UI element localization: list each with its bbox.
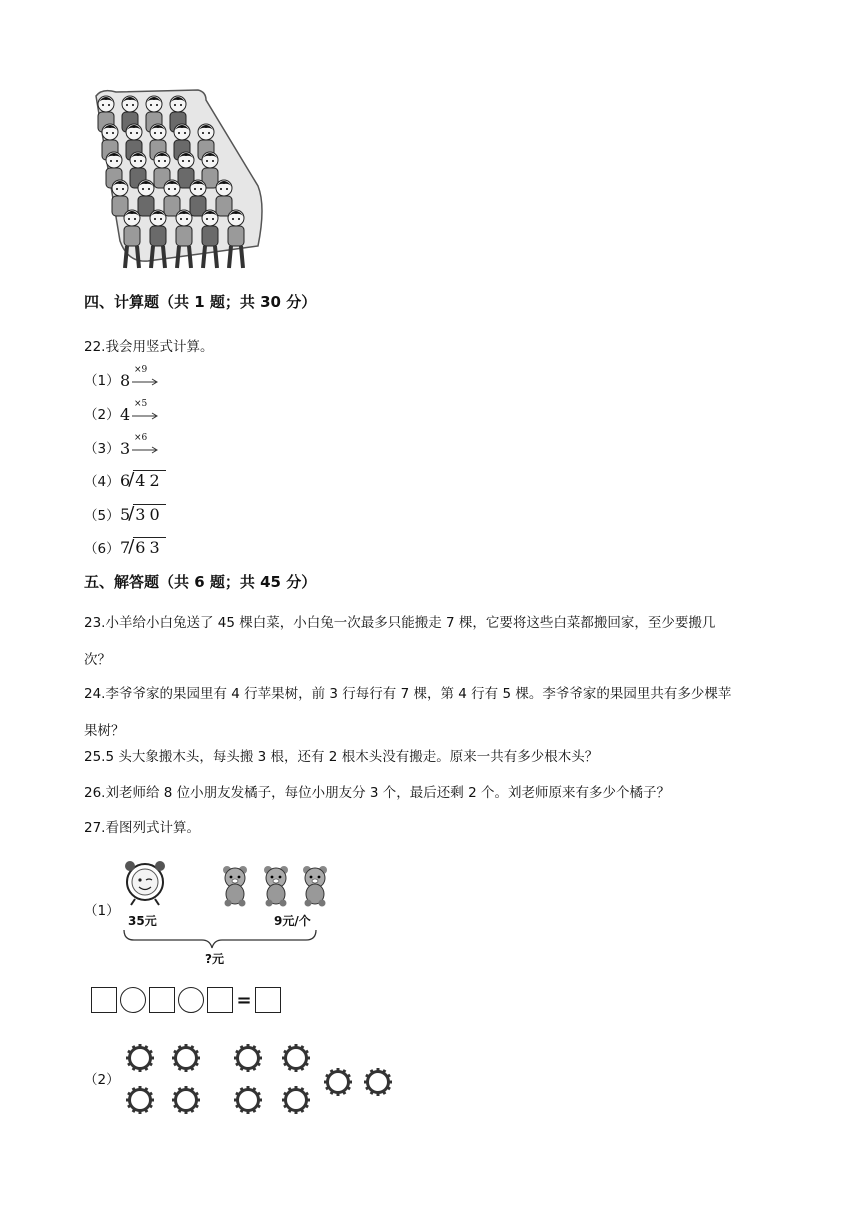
item-number: （6） — [84, 540, 120, 557]
gear-rings-illustration — [120, 1040, 400, 1120]
right-arrow-icon — [132, 446, 160, 454]
children-illustration — [88, 86, 268, 278]
question-line: 果树？ — [84, 723, 125, 739]
gear-ring-icon — [324, 1068, 352, 1096]
gear-ring-icon — [172, 1044, 200, 1072]
gear-ring-icon — [126, 1044, 154, 1072]
teddy-bear-icon — [264, 866, 288, 907]
question-24 — [84, 684, 784, 741]
question-22: 22.我会用竖式计算。 — [84, 339, 214, 355]
q27-part1-picture — [110, 858, 350, 970]
q27-part2-number: （2） — [84, 1072, 120, 1088]
gear-ring-icon — [364, 1068, 392, 1096]
base-number: 8 — [120, 371, 131, 390]
q27-part2-picture — [120, 1040, 400, 1120]
base-number: 4 — [120, 405, 131, 424]
section-heading-word-problems: 五、解答题（共 6 题；共 45 分） — [84, 573, 317, 591]
child-figure — [164, 180, 180, 216]
item-number: （2） — [84, 407, 120, 423]
operator-circle[interactable] — [178, 987, 204, 1013]
gear-ring-icon — [234, 1086, 262, 1114]
q27-part1-number: （1） — [84, 903, 120, 919]
question-line: 23.小羊给小白兔送了 45 棵白菜，小白兔一次最多只能搬走 7 棵，它要将这些白菜都搬回家，至少要搬几 — [84, 615, 716, 631]
child-figure — [124, 210, 140, 246]
right-arrow-icon — [132, 412, 160, 420]
question-25: 25.5 头大象搬木头，每头搬 3 根，还有 2 根木头没有搬走。原来一共有多少根木头？ — [84, 749, 599, 765]
division-bracket-icon: / — [128, 503, 135, 524]
teddy-bear-icon — [223, 866, 247, 907]
divisor: 5 — [120, 505, 131, 524]
child-figure — [138, 180, 154, 216]
item-number: （3） — [84, 441, 120, 457]
child-figure — [150, 210, 166, 246]
dividend: 42 — [135, 471, 164, 490]
q22-item-1 — [84, 365, 160, 390]
long-division — [120, 469, 166, 490]
question-23 — [84, 613, 784, 670]
division-bracket-icon: / — [128, 469, 135, 490]
equation-blank-row — [91, 987, 281, 1013]
item-number: （1） — [84, 373, 120, 389]
item-number: （5） — [84, 507, 120, 524]
gear-ring-icon — [126, 1086, 154, 1114]
brace-icon — [124, 930, 316, 948]
child-figure — [176, 210, 192, 246]
question-27: 27.看图列式计算。 — [84, 820, 200, 836]
gear-ring-icon — [234, 1044, 262, 1072]
operator-label: ×5 — [134, 399, 148, 409]
multiplication-arrow — [120, 433, 160, 458]
bear-price-label: 9元/个 — [274, 914, 311, 928]
divisor: 6 — [120, 471, 131, 490]
answer-box[interactable] — [207, 987, 233, 1013]
multiplication-arrow — [120, 365, 160, 390]
q22-item-4 — [84, 469, 166, 490]
equals-sign: = — [236, 989, 252, 1011]
operator-label: ×9 — [134, 365, 148, 375]
section-heading-calculation: 四、计算题（共 1 题；共 30 分） — [84, 293, 317, 311]
question-line: 24.李爷爷家的果园里有 4 行苹果树，前 3 行每行有 7 棵，第 4 行有 5 棵。李爷爷家的果园里共有多少棵苹 — [84, 686, 732, 702]
total-price-label: ?元 — [205, 952, 224, 966]
clock-price-label: 35元 — [128, 914, 157, 928]
gear-ring-icon — [282, 1086, 310, 1114]
dividend: 63 — [135, 538, 164, 557]
child-figure — [202, 210, 218, 246]
q22-item-5 — [84, 503, 166, 524]
child-figure — [112, 180, 128, 216]
question-26: 26.刘老师给 8 位小朋友发橘子，每位小朋友分 3 个，最后还剩 2 个。刘老师原来有多少个橘子？ — [84, 785, 670, 801]
gear-ring-icon — [172, 1086, 200, 1114]
dividend: 30 — [135, 505, 164, 524]
child-figure — [216, 180, 232, 216]
multiplication-arrow — [120, 399, 160, 424]
long-division — [120, 503, 166, 524]
child-figure — [190, 180, 206, 216]
child-figure — [228, 210, 244, 246]
teddy-bear-icon — [303, 866, 327, 907]
question-line: 次？ — [84, 652, 111, 668]
division-bracket-icon: / — [128, 536, 135, 557]
item-number: （4） — [84, 473, 120, 490]
q22-item-2 — [84, 399, 160, 424]
base-number: 3 — [120, 439, 131, 458]
right-arrow-icon — [132, 378, 160, 386]
answer-box[interactable] — [149, 987, 175, 1013]
operator-label: ×6 — [134, 433, 148, 443]
operator-circle[interactable] — [120, 987, 146, 1013]
q22-item-3 — [84, 433, 160, 458]
alarm-clock-icon — [125, 861, 165, 905]
divisor: 7 — [120, 538, 131, 557]
answer-box[interactable] — [255, 987, 281, 1013]
gear-ring-icon — [282, 1044, 310, 1072]
long-division — [120, 536, 166, 557]
answer-box[interactable] — [91, 987, 117, 1013]
q22-item-6 — [84, 536, 166, 557]
